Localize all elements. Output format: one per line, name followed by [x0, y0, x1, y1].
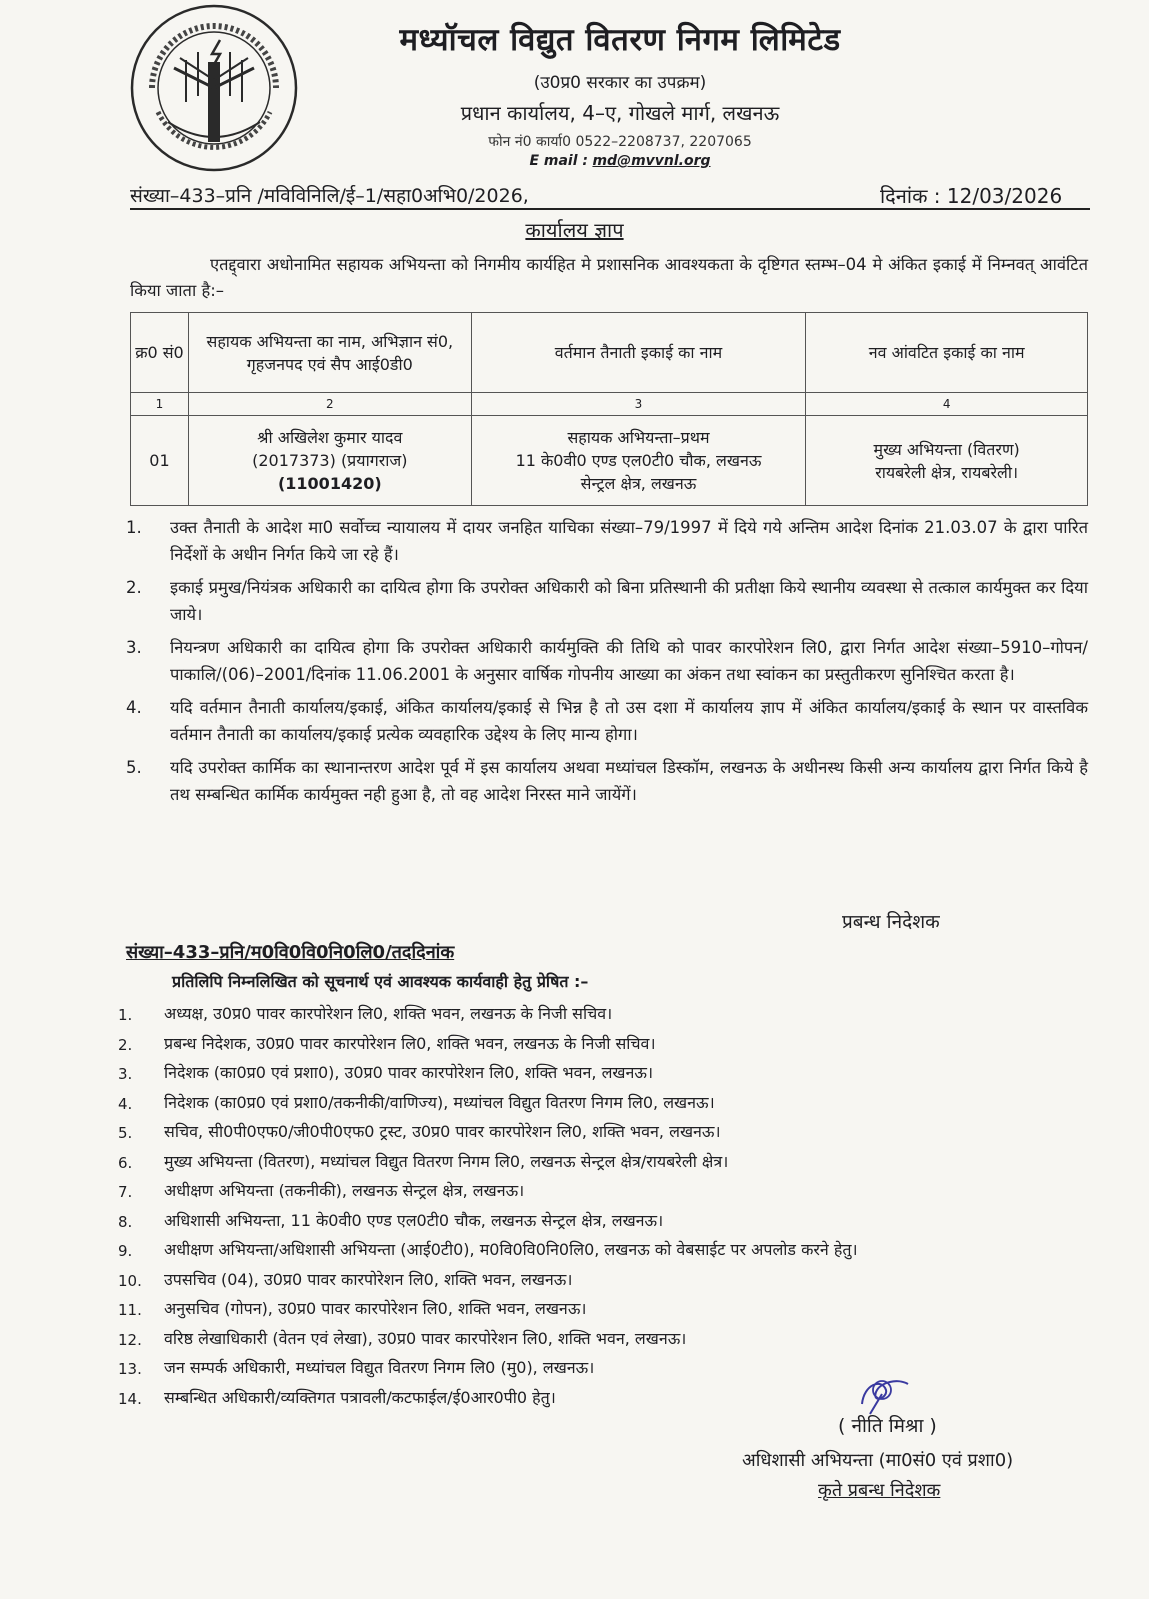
document-heading: कार्यालय ज्ञाप: [525, 218, 624, 242]
table-header-row: [131, 313, 1088, 393]
item-text: अधीक्षण अभियन्ता (तकनीकी), लखनऊ सेन्ट्रल क्षेत्र, लखनऊ।: [164, 1181, 525, 1200]
list-item: [118, 1356, 1078, 1386]
intro-paragraph: एतद्द्वारा अधोनामित सहायक अभियन्ता को निगमीय कार्यहित मे प्रशासनिक आवश्यकता के दृष्टिगत स्तम्भ–04 मे अंकित इकाई में निम्नवत् आवंटित किया जाता है:–: [130, 255, 1088, 300]
item-text: निदेशक (का0प्र0 एवं प्रशा0), उ0प्र0 पावर कारपोरेशन लि0, शक्ति भवन, लखनऊ।: [164, 1063, 654, 1082]
item-number: 10.: [118, 1271, 142, 1290]
item-text: नियन्त्रण अधिकारी का दायित्व होगा कि उपरोक्त अधिकारी कार्यमुक्ति की तिथि को पावर कारपोरेशन लि0, द्वारा निर्गत आदेश संख्या–5910–गोपन/पाकालि/(06)–2001/दिनांक 11.06.2001 के अनुसार वार्षिक गोपनीय आख्या का अंकन तथा स्वांकन का प्रस्तुतीकरण सुनिश्चित करता है।: [170, 638, 1088, 684]
item-number: 11.: [118, 1301, 142, 1319]
managing-director-title: प्रबन्ध निदेशक: [842, 911, 940, 933]
table-row: [131, 416, 1088, 506]
organization-logo-seal: [128, 2, 300, 174]
reference-date: दिनांक : 12/03/2026: [880, 184, 1063, 208]
list-item: [118, 1091, 1078, 1121]
copy-intro: प्रतिलिपि निम्नलिखित को सूचनार्थ एवं आवश्यक कार्यवाही हेतु प्रेषित :–: [172, 972, 589, 991]
item-number: 1.: [118, 1006, 133, 1024]
current-unit-line: सहायक अभियन्ता–प्रथम: [567, 428, 710, 447]
list-item: [118, 1002, 1078, 1032]
table-header-cell: नव आंवटित इकाई का नाम: [806, 313, 1088, 393]
item-number: 9.: [118, 1242, 133, 1260]
list-item: [118, 1297, 1078, 1327]
table-header-cell: सहायक अभियन्ता का नाम, अभिज्ञान सं0, गृहजनपद एवं सैप आई0डी0: [188, 313, 471, 393]
column-number: 2: [188, 393, 471, 416]
engineer-name: श्री अखिलेश कुमार यादव: [257, 428, 403, 447]
signer-on-behalf: कृते प्रबन्ध निदेशक: [818, 1480, 941, 1501]
list-item: [118, 1179, 1078, 1209]
item-text: अध्यक्ष, उ0प्र0 पावर कारपोरेशन लि0, शक्ति भवन, लखनऊ के निजी सचिव।: [164, 1004, 613, 1023]
signer-name: ( नीति मिश्रा ): [838, 1415, 937, 1437]
new-unit-line: रायबरेली क्षेत्र, रायबरेली।: [875, 462, 1019, 482]
item-number: 6.: [118, 1153, 133, 1172]
item-number: 4.: [118, 1094, 133, 1113]
item-number: 4.: [126, 698, 142, 717]
item-text: यदि वर्तमान तैनाती कार्यालय/इकाई, अंकित कार्यालय/इकाई से भिन्न है तो उस दशा में कार्यालय ज्ञाप में अंकित कार्यालय/इकाई के स्थान पर वास्तविक वर्तमान तैनाती का कार्यालय/इकाई प्रत्येक व्यवहारिक उद्देश्य के लिए मान्य होगा।: [170, 698, 1088, 744]
table-header-cell: वर्तमान तैनाती इकाई का नाम: [471, 313, 806, 393]
allocation-table: [130, 312, 1088, 506]
item-text: अधीक्षण अभियन्ता/अधिशासी अभियन्ता (आई0टी0), म0वि0वि0नि0लि0, लखनऊ को वेबसाईट पर अपलोड करने हेतु।: [164, 1240, 858, 1259]
item-text: इकाई प्रमुख/नियंत्रक अधिकारी का दायित्व होगा कि उपरोक्त अधिकारी को बिना प्रतिस्थानी की प्रतीक्षा किये स्थानीय व्यवस्था से तत्काल कार्यमुक्त कर दिया जाये।: [170, 578, 1088, 624]
item-text: उपसचिव (04), उ0प्र0 पावर कारपोरेशन लि0, शक्ति भवन, लखनऊ।: [164, 1269, 573, 1289]
list-item: [118, 1268, 1078, 1298]
item-text: अनुसचिव (गोपन), उ0प्र0 पावर कारपोरेशन लि0, शक्ति भवन, लखनऊ।: [164, 1299, 587, 1318]
item-number: 3.: [118, 1065, 133, 1083]
copy-reference-number: संख्या–433–प्रनि/म0वि0वि0नि0लि0/तददिनांक: [126, 942, 455, 963]
item-text: उक्त तैनाती के आदेश मा0 सर्वोच्च न्यायालय में दायर जनहित याचिका संख्या–79/1997 में दिये गये अन्तिम आदेश दिनांक 21.03.07 के द्वारा पारित निर्देशों के अधीन निर्गत किये जा रहे हैं।: [170, 518, 1088, 564]
organization-name: मध्यॉचल विद्युत वितरण निगम लिमिटेड: [399, 22, 841, 58]
item-number: 13.: [118, 1360, 142, 1378]
list-item: [126, 514, 1088, 568]
list-item: [118, 1061, 1078, 1091]
row-new-unit: [806, 416, 1088, 506]
item-text: वरिष्ठ लेखाधिकारी (वेतन एवं लेखा), उ0प्र0 पावर कारपोरेशन लि0, शक्ति भवन, लखनऊ।: [164, 1328, 687, 1348]
item-text: जन सम्पर्क अधिकारी, मध्यांचल विद्युत वितरण निगम लि0 (मु0), लखनऊ।: [164, 1358, 595, 1377]
table-column-number-row: [131, 393, 1088, 416]
list-item: [126, 574, 1088, 628]
item-number: 2.: [126, 578, 142, 597]
column-number: 1: [131, 393, 189, 416]
item-text: सम्बन्धित अधिकारी/व्यक्तिगत पत्रावली/कटफाईल/ई0आर0पी0 हेतु।: [164, 1387, 556, 1407]
organization-subtitle: (उ0प्र0 सरकार का उपक्रम): [533, 73, 707, 93]
list-item: [118, 1209, 1078, 1239]
current-unit-line: 11 के0वी0 एण्ड एल0टी0 चौक, लखनऊ: [515, 451, 762, 470]
item-number: 8.: [118, 1212, 133, 1231]
current-unit-line: सेन्ट्रल क्षेत्र, लखनऊ: [580, 474, 697, 493]
email-link[interactable]: md@mvvnl.org: [592, 153, 711, 169]
item-number: 5.: [126, 758, 142, 777]
column-number: 3: [471, 393, 806, 416]
organization-phone: फोन नं0 कार्या0 0522–2208737, 2207065: [488, 134, 752, 150]
column-number: 4: [806, 393, 1088, 416]
list-item: [126, 694, 1088, 748]
list-item: [126, 634, 1088, 688]
item-number: 5.: [118, 1124, 133, 1142]
engineer-sap-id: (11001420): [277, 474, 382, 493]
item-number: 14.: [118, 1389, 142, 1408]
item-number: 2.: [118, 1035, 133, 1054]
item-text: अधिशासी अभियन्ता, 11 के0वी0 एण्ड एल0टी0 चौक, लखनऊ सेन्ट्रल क्षेत्र, लखनऊ।: [164, 1210, 664, 1230]
list-item: [118, 1032, 1078, 1062]
item-text: सचिव, सी0पी0एफ0/जी0पी0एफ0 ट्रस्ट, उ0प्र0 पावर कारपोरेशन लि0, शक्ति भवन, लखनऊ।: [164, 1122, 721, 1141]
conditions-list: [126, 514, 1088, 814]
engineer-id-district: (2017373) (प्रयागराज): [252, 451, 408, 470]
reference-number: संख्या–433–प्रनि /मविविनिलि/ई–1/सहा0अभि0/2026,: [130, 185, 529, 207]
header-divider: [130, 208, 1090, 210]
copy-recipients-list: [118, 1002, 1078, 1415]
list-item: [118, 1120, 1078, 1150]
item-number: 12.: [118, 1330, 142, 1349]
table-header-cell: क्र0 सं0: [131, 313, 189, 393]
item-number: 7.: [118, 1183, 133, 1201]
item-text: यदि उपरोक्त कार्मिक का स्थानान्तरण आदेश पूर्व में इस कार्यालय अथवा मध्यांचल डिस्कॉम, लखनऊ के अधीनस्थ किसी अन्य कार्यालय द्वारा निर्गत किये है तथ सम्बन्धित कार्मिक कार्यमुक्त नही हुआ है, तो वह आदेश निरस्त माने जायेंगें।: [170, 758, 1088, 804]
signer-designation: अधिशासी अभियन्ता (मा0सं0 एवं प्रशा0): [742, 1450, 1014, 1471]
list-item: [118, 1327, 1078, 1357]
item-text: प्रबन्ध निदेशक, उ0प्र0 पावर कारपोरेशन लि0, शक्ति भवन, लखनऊ के निजी सचिव।: [164, 1033, 656, 1053]
item-number: 3.: [126, 638, 142, 657]
email-label: E mail :: [529, 153, 588, 169]
new-unit-line: मुख्य अभियन्ता (वितरण): [873, 439, 1020, 459]
list-item: [118, 1150, 1078, 1180]
item-text: निदेशक (का0प्र0 एवं प्रशा0/तकनीकी/वाणिज्य), मध्यांचल विद्युत वितरण निगम लि0, लखनऊ।: [164, 1092, 715, 1112]
organization-email: [300, 153, 940, 169]
row-engineer: [188, 416, 471, 506]
list-item: [126, 754, 1088, 808]
row-current-unit: [471, 416, 806, 506]
list-item: [118, 1386, 1078, 1416]
item-number: 1.: [126, 518, 142, 537]
list-item: [118, 1238, 1078, 1268]
item-text: मुख्य अभियन्ता (वितरण), मध्यांचल विद्युत वितरण निगम लि0, लखनऊ सेन्ट्रल क्षेत्र/रायबरेली क्षेत्र।: [164, 1151, 729, 1171]
row-sno: 01: [131, 416, 189, 506]
organization-address: प्रधान कार्यालय, 4–ए, गोखले मार्ग, लखनऊ: [460, 101, 780, 125]
